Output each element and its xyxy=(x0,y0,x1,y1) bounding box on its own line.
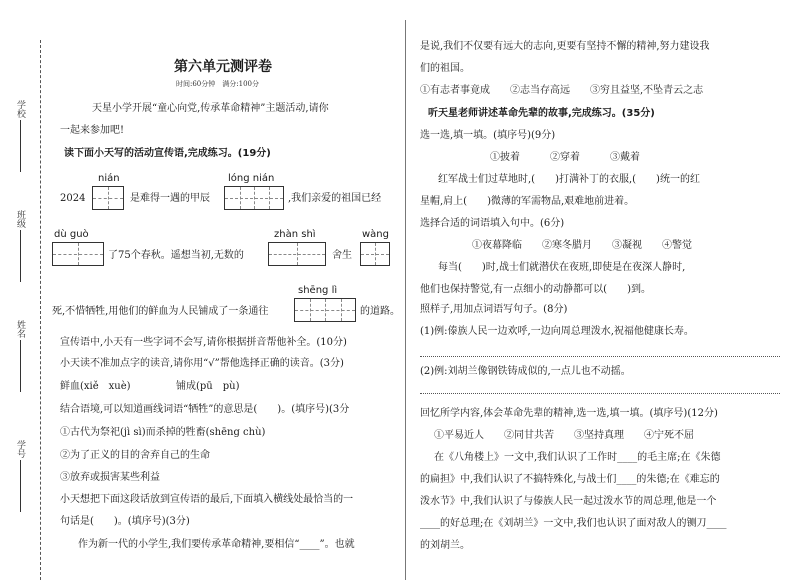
intro-line: 一起来参加吧! xyxy=(60,125,125,136)
margin-label-school: 学校 xyxy=(15,100,25,118)
question-option[interactable]: 鲜血(xiě xuè) xyxy=(60,381,131,392)
question-option: ③放弃或损害某些利益 xyxy=(60,472,160,483)
name-line xyxy=(20,230,21,282)
answer-line[interactable] xyxy=(420,356,780,357)
margin-label-name: 姓名 xyxy=(15,320,25,338)
text: 们的祖国。 xyxy=(420,63,470,74)
question: 小天想把下面这段话放到宣传语的最后,下面填入横线处最恰当的一 xyxy=(60,494,354,505)
text: 星帽,肩上( )微薄的军需物品,艰难地前进着。 xyxy=(420,196,635,207)
question: 回忆所学内容,体会革命先辈的精神,选一选,填一填。(填序号)(12分) xyxy=(420,408,718,419)
binding-margin xyxy=(0,0,50,583)
text: 2024 xyxy=(60,193,86,204)
question-option: ①平易近人 ②同甘共苦 ③坚持真理 ④宁死不屈 xyxy=(434,430,694,441)
text: 死,不惜牺牲,用他们的鲜血为人民铺成了一条通往 xyxy=(52,306,269,317)
page-title: 第六单元测评卷 xyxy=(174,59,272,75)
text: 泼水节》中,我们认识了与傣族人民一起过泼水节的周总理,他是一个 xyxy=(420,496,717,507)
text: 的道路。 xyxy=(360,306,400,317)
text: 他们也保持警觉,有一点细小的动静都可以( )到。 xyxy=(420,284,651,295)
example-sentence: (2)例:刘胡兰像钢铁铸成似的,一点儿也不动摇。 xyxy=(420,366,631,377)
question-option: ①披着 ②穿着 ③戴着 xyxy=(490,152,640,163)
question: 结合语境,可以知道画线词语“牺牲”的意思是( )。(填序号)(3分 xyxy=(60,404,350,415)
text: 的扁担》中,我们认识了不搞特殊化,与战士们____的朱德;在《难忘的 xyxy=(420,474,720,485)
text: 红军战士们过草地时,( )打满补丁的衣服,( )统一的红 xyxy=(438,174,700,185)
question: 作为新一代的小学生,我们要传承革命精神,要相信“____”。也就 xyxy=(78,539,355,550)
question: 选择合适的词语填入句中。(6分) xyxy=(420,218,565,229)
text: 是难得一遇的甲辰 xyxy=(130,193,210,204)
writing-box[interactable] xyxy=(52,242,104,266)
text: ____的好总理;在《刘胡兰》一文中,我们也认识了面对敌人的铡刀____ xyxy=(420,518,727,529)
question: 照样子,用加点词语写句子。(8分) xyxy=(420,304,568,315)
column-divider xyxy=(405,20,406,580)
text: 了75个春秋。遥想当初,无数的 xyxy=(108,250,244,261)
text: 每当( )时,战士们就潜伏在夜班,即使是在夜深人静时, xyxy=(438,262,686,273)
pinyin: wàng xyxy=(362,229,389,240)
text: 的刘胡兰。 xyxy=(420,540,470,551)
name-line xyxy=(20,460,21,512)
question-option: ①古代为祭祀(jì sì)而杀掉的牲畜(shēng chù) xyxy=(60,427,266,438)
text: 舍生 xyxy=(332,250,352,261)
writing-box[interactable] xyxy=(294,298,356,322)
name-line xyxy=(20,340,21,392)
example-sentence: (1)例:傣族人民一边欢呼,一边向周总理泼水,祝福他健康长寿。 xyxy=(420,326,694,337)
pinyin: zhàn shì xyxy=(274,229,316,240)
margin-label-number: 学号 xyxy=(15,440,25,458)
question: 句话是( )。(填序号)(3分) xyxy=(60,516,190,527)
section-heading: 听天星老师讲述革命先辈的故事,完成练习。(35分) xyxy=(428,108,655,119)
writing-box[interactable] xyxy=(268,242,326,266)
name-line xyxy=(20,120,21,172)
pinyin: nián xyxy=(98,173,120,184)
cut-line xyxy=(40,40,41,580)
answer-line[interactable] xyxy=(420,393,780,394)
section-heading: 读下面小天写的活动宣传语,完成练习。(19分) xyxy=(64,148,271,159)
pinyin: lóng nián xyxy=(228,173,275,184)
question-option: ①夜幕降临 ②寒冬腊月 ③凝视 ④警觉 xyxy=(472,240,692,251)
question: 宣传语中,小天有一些字词不会写,请你根据拼音帮他补全。(10分) xyxy=(60,337,347,348)
text: 是说,我们不仅要有远大的志向,更要有坚持不懈的精神,努力建设我 xyxy=(420,41,710,52)
writing-box[interactable] xyxy=(224,186,284,210)
question: 选一选,填一填。(填序号)(9分) xyxy=(420,130,556,141)
question: 小天读不准加点字的读音,请你用“√”帮他选择正确的读音。(3分) xyxy=(60,358,344,369)
writing-box[interactable] xyxy=(92,186,124,210)
pinyin: dù guò xyxy=(54,229,89,240)
question-option: ①有志者事竟成 ②志当存高远 ③穷且益坚,不坠青云之志 xyxy=(420,85,704,96)
exam-info: 时间:60分钟 满分:100分 xyxy=(176,80,259,88)
question-option: ②为了正义的目的舍弃自己的生命 xyxy=(60,450,210,461)
intro-line: 天星小学开展“童心向党,传承革命精神”主题活动,请你 xyxy=(92,103,329,114)
pinyin: shēng lì xyxy=(298,285,338,296)
margin-label-class: 班级 xyxy=(15,210,25,228)
writing-box[interactable] xyxy=(360,242,390,266)
text: 在《八角楼上》一文中,我们认识了工作时____的毛主席;在《朱德 xyxy=(434,452,721,463)
question-option[interactable]: 铺成(pū pù) xyxy=(176,381,240,392)
text: ,我们亲爱的祖国已经 xyxy=(288,193,382,204)
